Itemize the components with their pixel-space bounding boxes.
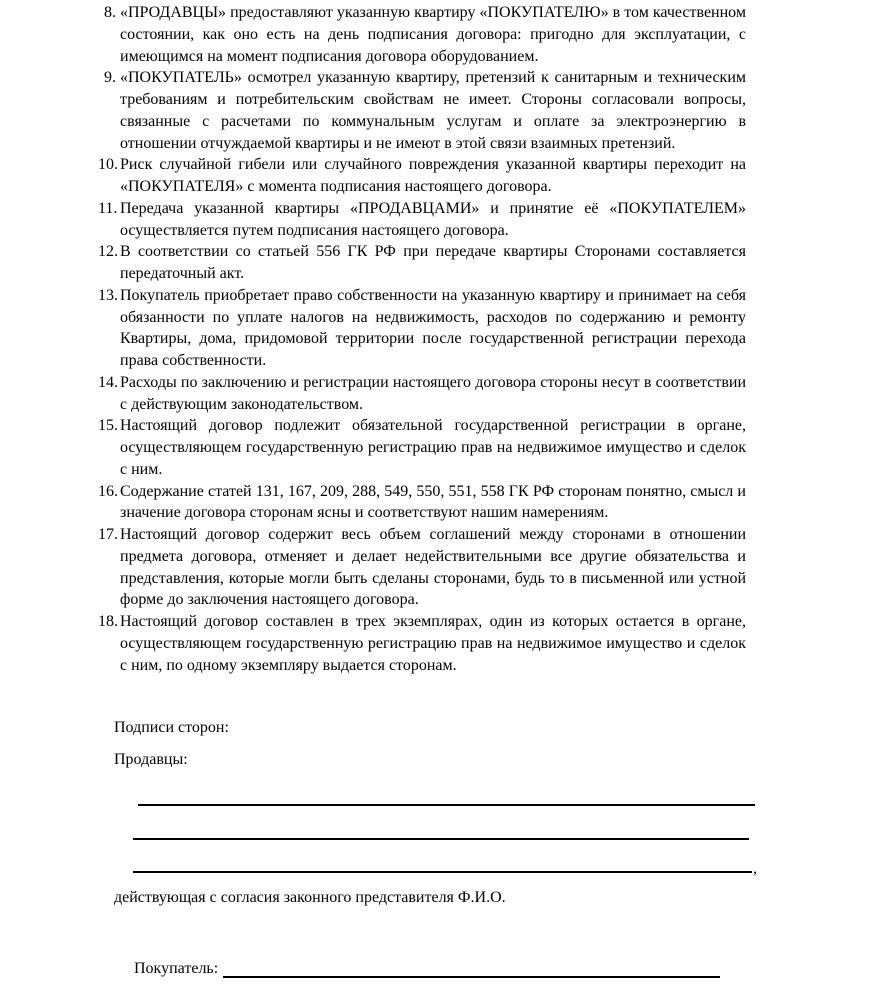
contract-clause xyxy=(98,481,746,525)
buyer-label: Покупатель: xyxy=(134,960,219,977)
clause-number: 13. xyxy=(98,286,118,304)
seller-signature-line-3[interactable] xyxy=(133,871,752,873)
consent-note: действующая с согласия законного представителя Ф.И.О. xyxy=(114,889,506,906)
clause-number: 8. xyxy=(104,4,116,21)
clause-number: 12. xyxy=(98,243,118,261)
signatures-heading: Подписи сторон: xyxy=(114,719,229,736)
contract-clause xyxy=(98,372,746,416)
clause-text: Покупатель приобретает право собственности на указанную квартиру и принимает на себя обязанности по уплате налогов на недвижимость, расходов по содержанию и ремонту Квартиры, дома, придомовой территории после государственной регистрации перехода права собственности. xyxy=(120,286,746,369)
contract-clause xyxy=(98,2,746,67)
contract-clauses-list xyxy=(98,2,746,676)
clause-number: 17. xyxy=(98,526,118,543)
buyer-signature-line[interactable] xyxy=(223,976,720,978)
contract-clause xyxy=(98,415,746,480)
clause-text: Расходы по заключению и регистрации настоящего договора стороны несут в соответствии с действующим законодательством. xyxy=(120,373,746,413)
clause-number: 10. xyxy=(98,156,118,174)
clause-text: Передача указанной квартиры «ПРОДАВЦАМИ» и принятие её «ПОКУПАТЕЛЕМ» осуществляется путем подписания настоящего договора. xyxy=(120,199,746,239)
clause-number: 18. xyxy=(98,613,118,630)
clause-number: 16. xyxy=(98,482,118,500)
contract-clause xyxy=(98,285,746,372)
clause-text: «ПРОДАВЦЫ» предоставляют указанную квартиру «ПОКУПАТЕЛЮ» в том качественном состоянии, как оно есть на день подписания договора: пригодно для эксплуатации, с имеющимся на момент подписания договора оборудованием. xyxy=(120,4,746,65)
clause-text: Настоящий договор подлежит обязательной государственной регистрации в органе, осуществляющем государственную регистрацию прав на недвижимое имущество и сделок с ним. xyxy=(120,417,746,478)
clause-number: 11. xyxy=(98,199,118,217)
seller-signature-line-1[interactable] xyxy=(138,804,755,806)
contract-clause xyxy=(98,198,746,242)
clause-text: «ПОКУПАТЕЛЬ» осмотрел указанную квартиру, претензий к санитарным и техническим требованиям и потребительским свойствам не имеет. Стороны согласовали вопросы, связанные с расчетами по коммунальным услугам и оплате за электроэнергию в отношении отчуждаемой квартиры и не имеют в этой связи взаимных претензий. xyxy=(120,69,746,152)
clause-number: 9. xyxy=(104,69,116,87)
seller-signature-line-2[interactable] xyxy=(133,838,749,840)
clause-number: 15. xyxy=(98,417,118,435)
contract-clause xyxy=(98,67,746,154)
clause-text: Настоящий договор содержит весь объем соглашений между сторонами в отношении предмета договора, отменяет и делает недействительными все другие обязательства и представления, которые могли быть сделаны сторонами, будь то в письменной или устной форме до заключения настоящего договора. xyxy=(120,526,746,609)
clause-text: Содержание статей 131, 167, 209, 288, 549, 550, 551, 558 ГК РФ сторонам понятно, смысл и значение договора сторонам ясны и соответствуют нашим намерениям. xyxy=(120,482,746,522)
clause-text: В соответствии со статьей 556 ГК РФ при передаче квартиры Сторонами составляется передаточный акт. xyxy=(120,243,746,282)
contract-clause xyxy=(98,611,746,676)
sellers-label: Продавцы: xyxy=(114,751,188,768)
contract-clause xyxy=(98,524,746,611)
contract-clause xyxy=(98,241,746,285)
signature-line-comma: , xyxy=(753,860,757,877)
contract-clause xyxy=(98,154,746,198)
clause-text: Настоящий договор составлен в трех экземплярах, один из которых остается в органе, осуществляющем государственную регистрацию прав на недвижимое имущество и сделок с ним, по одному экземпляру выдается сторонам. xyxy=(120,613,746,674)
clause-number: 14. xyxy=(98,373,118,391)
clause-text: Риск случайной гибели или случайного повреждения указанной квартиры переходит на «ПОКУПАТЕЛЯ» с момента подписания настоящего договора. xyxy=(120,156,746,195)
